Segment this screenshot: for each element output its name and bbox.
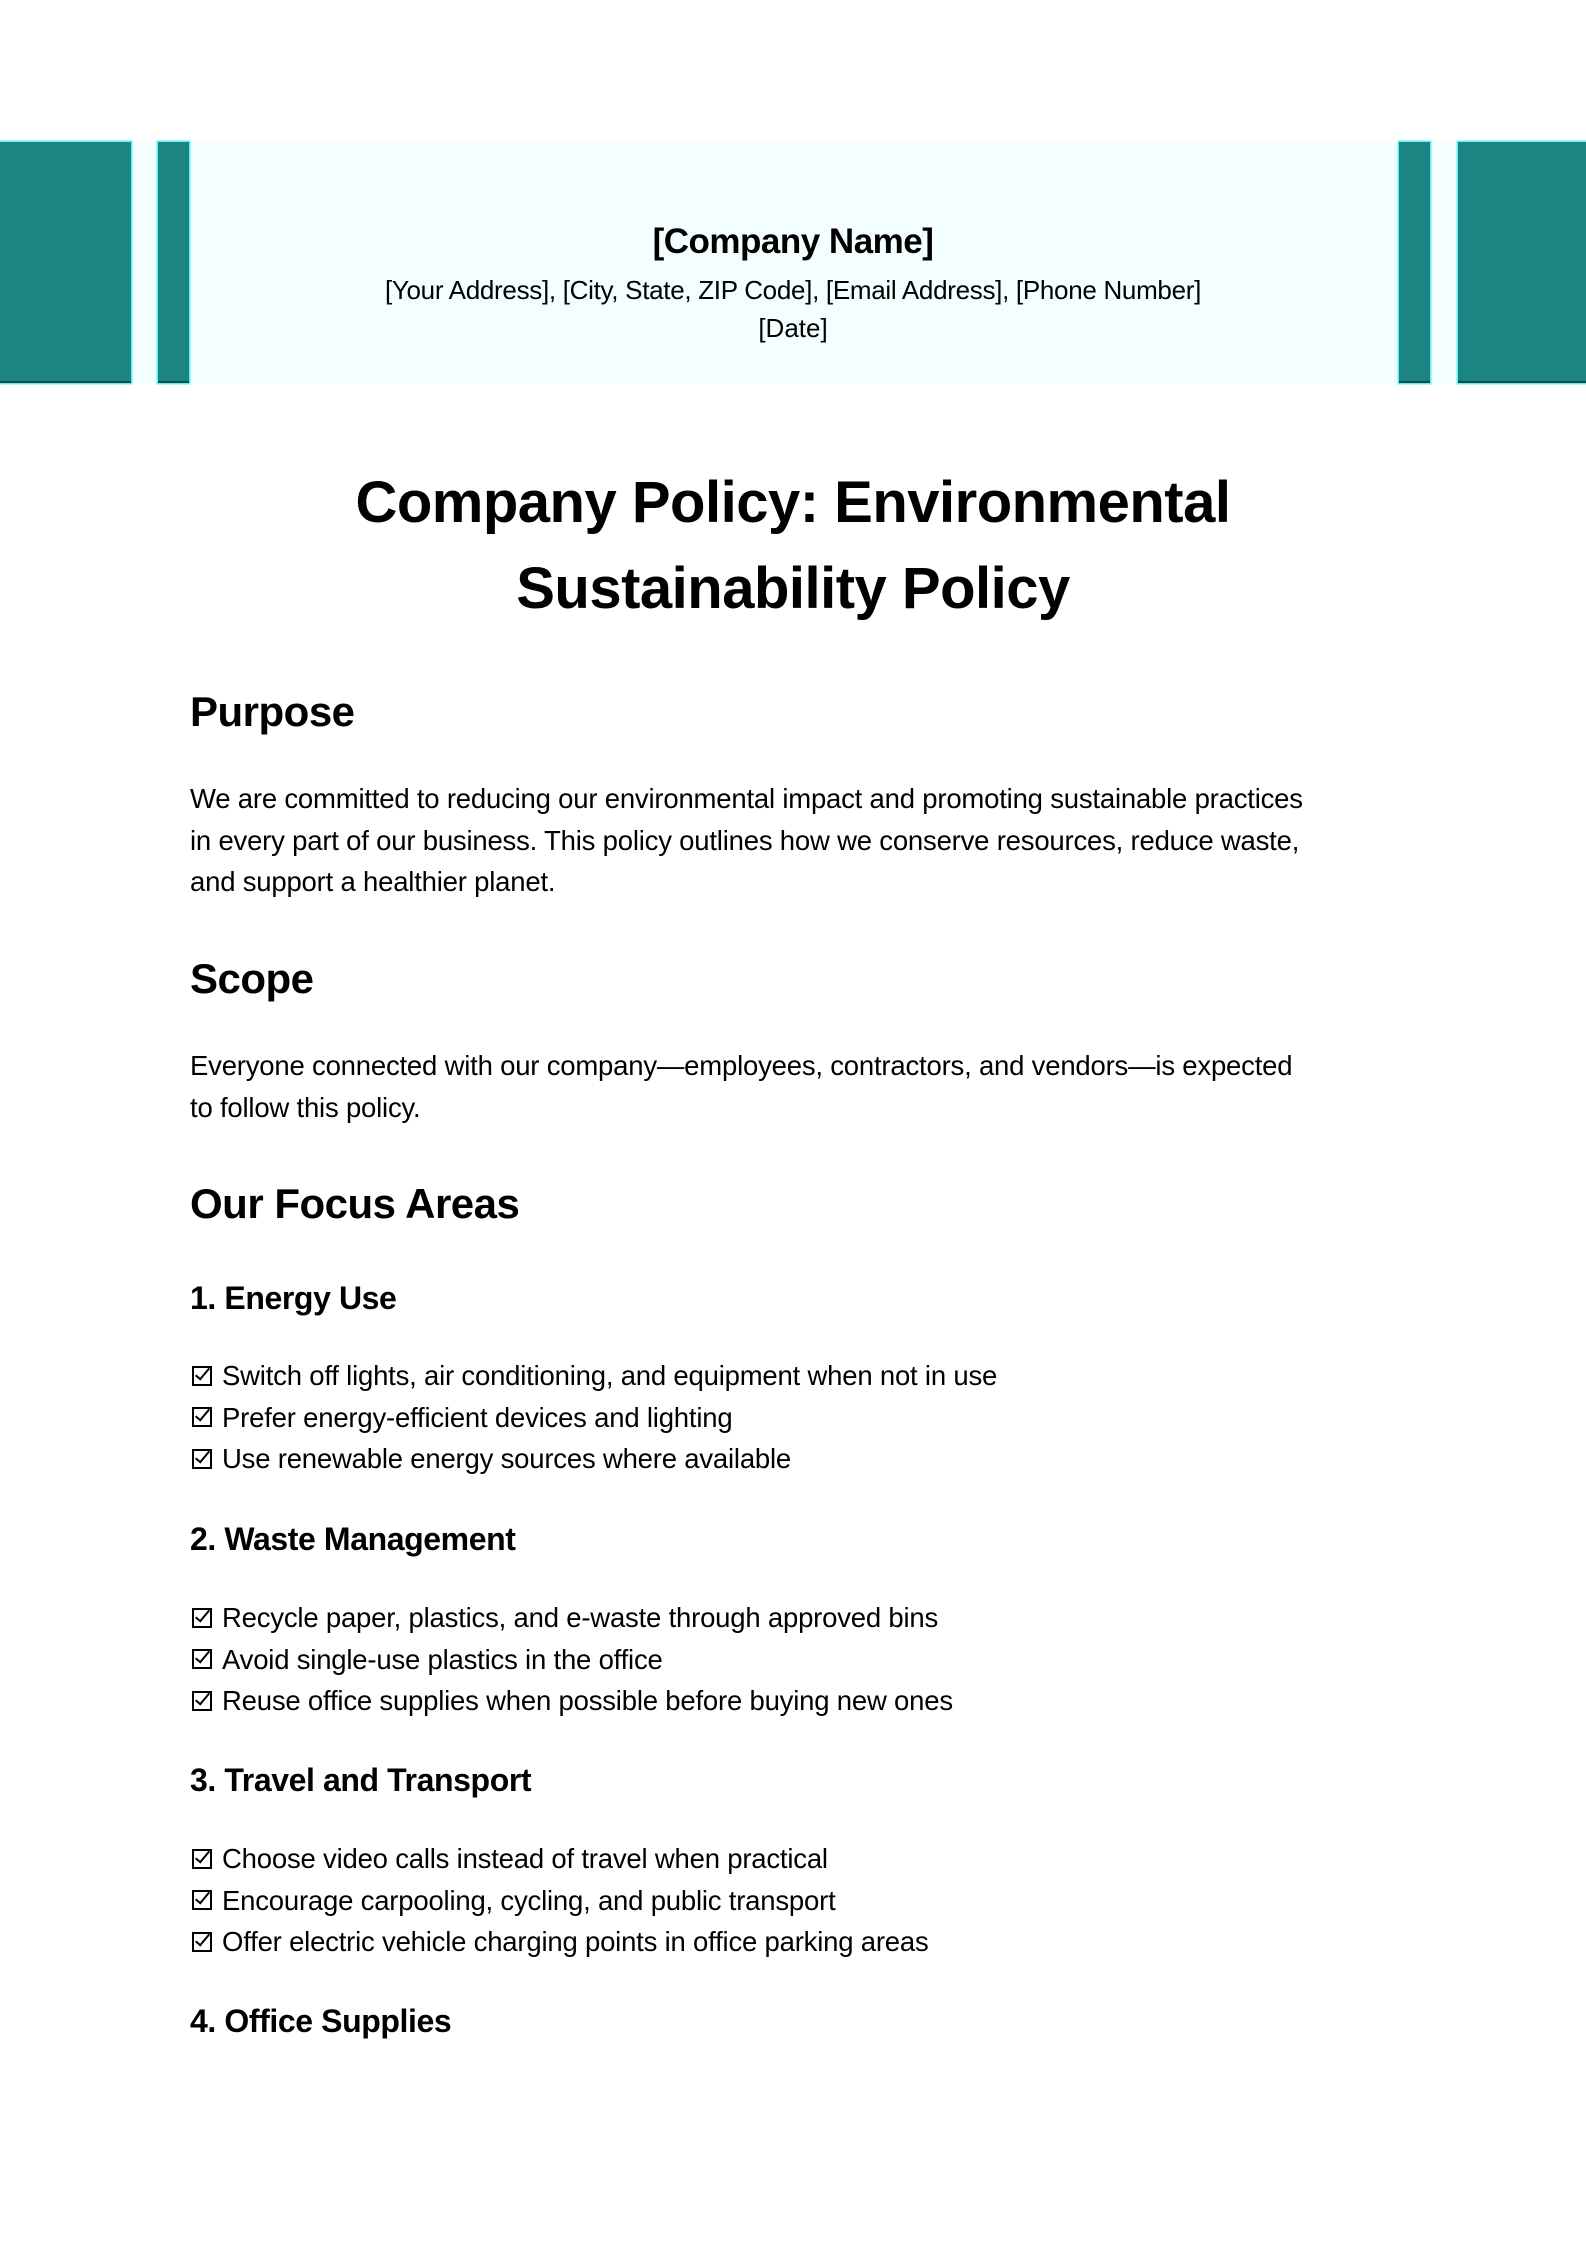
purpose-line: and support a healthier planet. bbox=[190, 866, 556, 897]
decorative-bar-right-wide bbox=[1458, 142, 1586, 383]
date: [Date] bbox=[758, 313, 828, 343]
checked-box-icon bbox=[192, 1932, 212, 1952]
page-title-line-1: Company Policy: Environmental bbox=[355, 470, 1231, 535]
list-item-text: Prefer energy-efficient devices and lighting bbox=[222, 1401, 733, 1433]
purpose-paragraph bbox=[190, 778, 1410, 903]
checked-box-icon bbox=[192, 1890, 212, 1910]
page-title bbox=[0, 460, 1586, 632]
list-item-text: Choose video calls instead of travel when practical bbox=[222, 1843, 828, 1874]
focus-area-list-energy bbox=[190, 1355, 997, 1480]
list-item bbox=[190, 1438, 997, 1480]
focus-area-title-energy: 1. Energy Use bbox=[190, 1280, 397, 1316]
list-item bbox=[190, 1639, 953, 1681]
section-heading-scope: Scope bbox=[190, 955, 314, 1002]
focus-area-title-office-supplies: 4. Office Supplies bbox=[190, 2003, 452, 2039]
company-name: [Company Name] bbox=[652, 222, 934, 261]
list-item-text: Avoid single-use plastics in the office bbox=[222, 1643, 663, 1675]
list-item-text: Offer electric vehicle charging points in office parking areas bbox=[222, 1926, 929, 1957]
list-item bbox=[190, 1355, 997, 1397]
decorative-bar-right-narrow bbox=[1399, 142, 1430, 383]
list-item bbox=[190, 1597, 953, 1639]
checked-box-icon bbox=[192, 1691, 212, 1711]
decorative-bar-left-wide bbox=[0, 142, 131, 383]
contact-line: [Your Address], [City, State, ZIP Code], [Email Address], [Phone Number] bbox=[384, 275, 1202, 305]
list-item bbox=[190, 1397, 997, 1439]
page-title-line-2: Sustainability Policy bbox=[516, 556, 1070, 621]
purpose-line: We are committed to reducing our environmental impact and promoting sustainable practices bbox=[190, 783, 1303, 814]
scope-paragraph bbox=[190, 1045, 1410, 1128]
section-heading-focus-areas: Our Focus Areas bbox=[190, 1180, 520, 1227]
letterhead-band bbox=[0, 142, 1586, 383]
checked-box-icon bbox=[192, 1849, 212, 1869]
list-item-text: Switch off lights, air conditioning, and equipment when not in use bbox=[222, 1360, 998, 1391]
purpose-line: in every part of our business. This policy outlines how we conserve resources, reduce waste, bbox=[190, 824, 1300, 856]
list-item-text: Reuse office supplies when possible before buying new ones bbox=[222, 1685, 953, 1716]
scope-line: Everyone connected with our company—employees, contractors, and vendors—is expected bbox=[190, 1050, 1293, 1081]
focus-area-list-travel bbox=[190, 1838, 929, 1963]
checked-box-icon bbox=[192, 1366, 212, 1386]
checked-box-icon bbox=[192, 1407, 212, 1427]
focus-area-title-travel: 3. Travel and Transport bbox=[190, 1762, 532, 1798]
list-item bbox=[190, 1838, 929, 1880]
checked-box-icon bbox=[192, 1449, 212, 1469]
checked-box-icon bbox=[192, 1608, 212, 1628]
focus-area-list-waste bbox=[190, 1597, 953, 1722]
list-item bbox=[190, 1880, 929, 1922]
list-item-text: Use renewable energy sources where available bbox=[222, 1443, 792, 1474]
list-item bbox=[190, 1680, 953, 1722]
list-item-text: Encourage carpooling, cycling, and public transport bbox=[222, 1884, 836, 1916]
list-item bbox=[190, 1921, 929, 1963]
section-heading-purpose: Purpose bbox=[190, 688, 355, 735]
decorative-bar-left-narrow bbox=[158, 142, 189, 383]
list-item-text: Recycle paper, plastics, and e-waste through approved bins bbox=[222, 1602, 939, 1633]
focus-area-title-waste: 2. Waste Management bbox=[190, 1521, 516, 1557]
checked-box-icon bbox=[192, 1649, 212, 1669]
scope-line: to follow this policy. bbox=[190, 1091, 421, 1123]
